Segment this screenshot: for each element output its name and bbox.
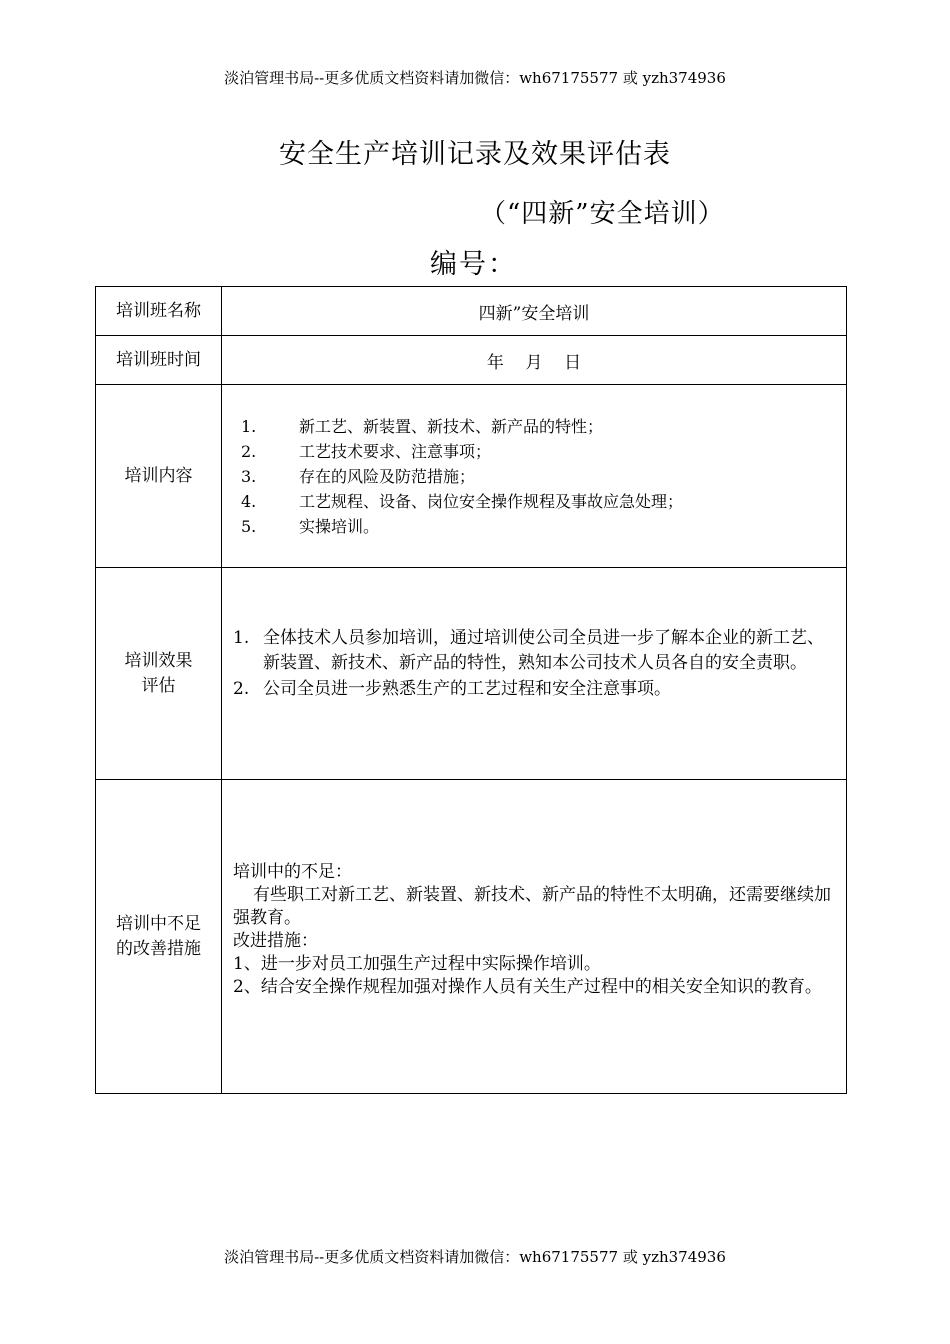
row-class-time	[96, 336, 847, 385]
list-item: 3. 存在的风险及防范措施；	[241, 466, 476, 486]
content-cell	[222, 385, 847, 568]
effect-label: 培训效果 评估	[96, 568, 222, 780]
document-subtitle: （“四新”安全培训）	[480, 199, 725, 229]
document-number-label: 编号：	[430, 249, 517, 280]
list-item: 1. 新工艺、新装置、新技术、新产品的特性；	[241, 416, 604, 436]
content-label: 培训内容	[96, 385, 222, 568]
improve-cell	[222, 780, 847, 1094]
improve-shortcoming: 有些职工对新工艺、新装置、新技术、新产品的特性不太明确，还需要继续加强教育。	[233, 885, 831, 928]
list-item: 5. 实操培训。	[241, 516, 380, 536]
improve-measure-2: 2、结合安全操作规程加强对操作人员有关生产过程中的相关安全知识的教育。	[233, 977, 822, 997]
improve-measures-heading: 改进措施：	[233, 931, 318, 951]
row-training-content	[96, 385, 847, 568]
improve-heading: 培训中的不足：	[233, 862, 352, 882]
list-item: 2. 公司全员进一步熟悉生产的工艺过程和安全注意事项。	[233, 678, 671, 699]
content-list	[223, 414, 845, 539]
improve-text-block	[223, 861, 845, 999]
row-training-effect	[96, 568, 847, 780]
class-name-label: 培训班名称	[96, 287, 222, 336]
class-name-value: 四新”安全培训	[222, 287, 847, 336]
list-item: 1. 全体技术人员参加培训，通过培训使公司全员进一步了解本企业的新工艺、新装置、新技术、新产品的特性，熟知本公司技术人员各自的安全责职。	[233, 627, 824, 674]
list-item: 4. 工艺规程、设备、岗位安全操作规程及事故应急处理；	[241, 491, 684, 511]
row-class-name	[96, 287, 847, 336]
list-item: 2. 工艺技术要求、注意事项；	[241, 441, 492, 461]
effect-cell	[222, 568, 847, 780]
improve-measure-1: 1、进一步对员工加强生产过程中实际操作培训。	[233, 954, 601, 974]
document-title: 安全生产培训记录及效果评估表	[279, 139, 671, 170]
class-time-value: 年 月 日	[222, 336, 847, 385]
effect-list	[223, 626, 845, 703]
row-improvement	[96, 780, 847, 1094]
class-time-label: 培训班时间	[96, 336, 222, 385]
improve-label: 培训中不足 的改善措施	[96, 780, 222, 1094]
page-footer-text: 淡泊管理书局--更多优质文档资料请加微信：wh67175577 或 yzh374936	[224, 1248, 726, 1266]
page-header-text: 淡泊管理书局--更多优质文档资料请加微信：wh67175577 或 yzh374936	[224, 69, 726, 87]
training-record-table	[95, 286, 847, 1094]
